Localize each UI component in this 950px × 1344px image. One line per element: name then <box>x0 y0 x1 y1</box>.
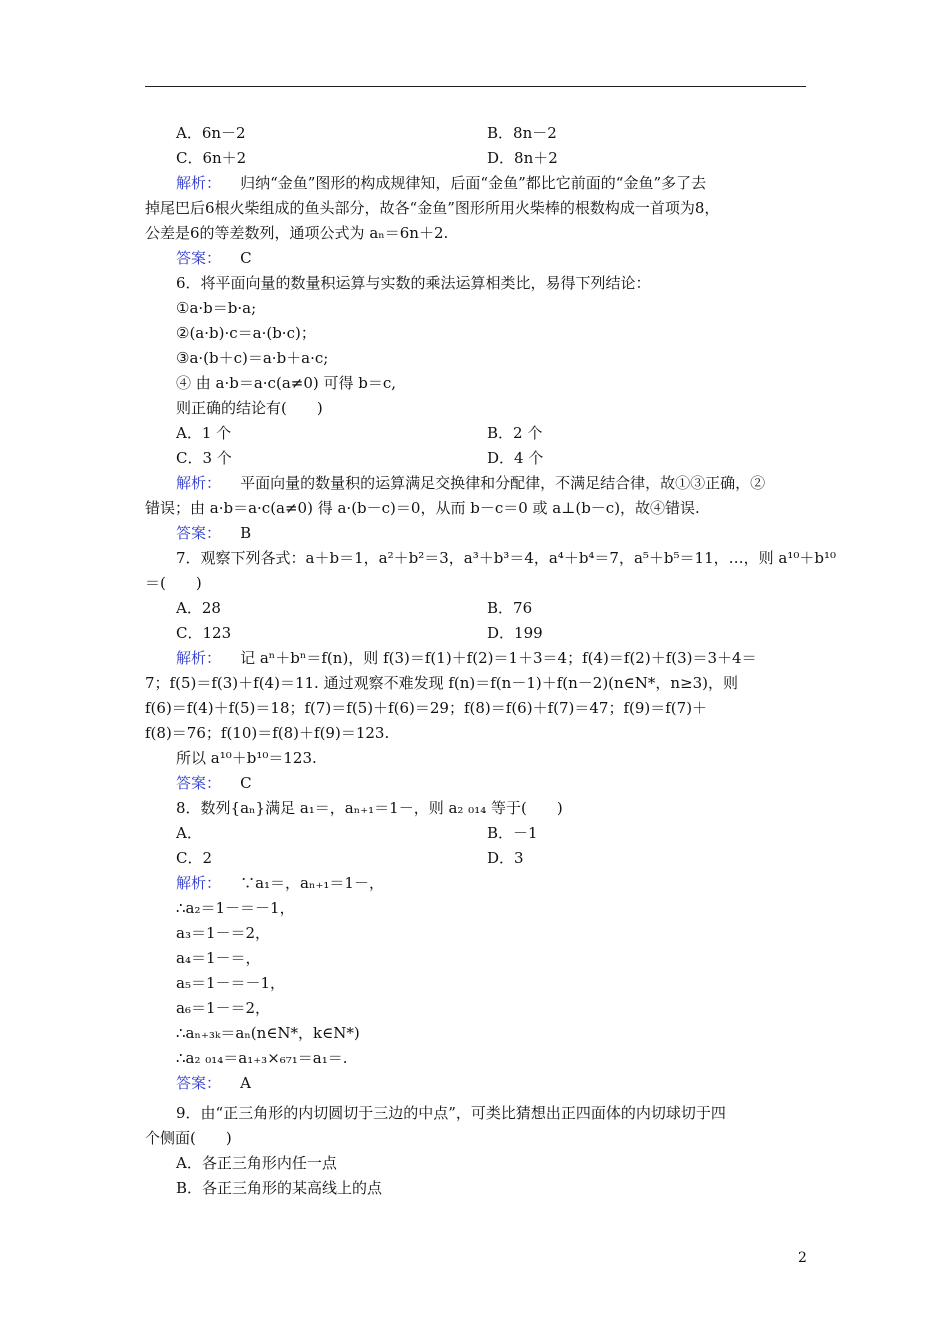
q5-option-a: A．6n－2 <box>176 124 246 142</box>
q8-explanation-line-1 <box>176 873 384 893</box>
q7-option-d: D．199 <box>487 624 543 642</box>
header-rule <box>145 86 806 87</box>
q6-option-d: D．4 个 <box>487 449 544 467</box>
q8-explanation-line-3: a₃＝1－＝2， <box>176 924 271 942</box>
answer-label: 答案： <box>176 774 222 792</box>
q6-explanation-line-2: 错误；由 a·b＝a·c(a≠0) 得 a·(b－c)＝0，从而 b－c＝0 或 a⊥(b－c)，故④错误. <box>145 499 700 517</box>
q8-option-d: D．3 <box>487 849 524 867</box>
q8-explanation-line-6: a₆＝1－＝2， <box>176 999 271 1017</box>
explanation-text: 归纳“金鱼”图形的构成规律知，后面“金鱼”都比它前面的“金鱼”多了去 <box>240 174 707 192</box>
q5-explanation-line-3: 公差是6的等差数列，通项公式为 aₙ＝6n＋2. <box>145 224 449 242</box>
q7-explanation-line-4: f(8)＝76；f(10)＝f(8)＋f(9)＝123. <box>145 724 390 742</box>
q8-answer <box>176 1073 251 1093</box>
q6-question: 则正确的结论有( ) <box>176 399 323 417</box>
answer-value: A <box>240 1074 251 1092</box>
q5-option-d: D．8n＋2 <box>487 149 558 167</box>
q6-item-3: ③a·(b＋c)＝a·b＋a·c; <box>176 349 329 367</box>
q7-option-a: A．28 <box>176 599 221 617</box>
explanation-text: 记 aⁿ＋bⁿ＝f(n)，则 f(3)＝f(1)＋f(2)＝1＋3＝4；f(4)＝f(2)＋f(3)＝3＋4＝ <box>240 649 757 667</box>
q6-answer <box>176 523 251 543</box>
q8-explanation-line-8: ∴a₂ ₀₁₄＝a₁₊₃×₆₇₁＝a₁＝. <box>176 1049 348 1067</box>
q6-item-4: ④ 由 a·b＝a·c(a≠0) 可得 b＝c, <box>176 374 397 392</box>
answer-value: B <box>240 524 252 542</box>
q7-option-b: B．76 <box>487 599 533 617</box>
answer-value: C <box>240 774 252 792</box>
q5-answer <box>176 248 252 268</box>
q5-option-b: B．8n－2 <box>487 124 557 142</box>
q6-stem: 6．将平面向量的数量积运算与实数的乘法运算相类比，易得下列结论： <box>176 274 651 292</box>
q5-explanation-line-2: 掉尾巴后6根火柴组成的鱼头部分，故各“金鱼”图形所用火柴棒的根数构成一首项为8， <box>145 199 720 217</box>
explanation-label: 解析： <box>176 474 222 492</box>
answer-label: 答案： <box>176 249 222 267</box>
q7-stem-line-2: ＝( ) <box>145 574 202 592</box>
explanation-text: 平面向量的数量积的运算满足交换律和分配律，不满足结合律，故①③正确，② <box>240 474 766 492</box>
q6-option-c: C．3 个 <box>176 449 232 467</box>
q8-option-a: A． <box>176 824 202 842</box>
q8-option-c: C．2 <box>176 849 213 867</box>
q8-option-b: B．－1 <box>487 824 538 842</box>
explanation-label: 解析： <box>176 174 222 192</box>
q6-item-2: ②(a·b)·c＝a·(b·c)； <box>176 324 316 342</box>
q8-explanation-line-4: a₄＝1－＝， <box>176 949 261 967</box>
q9-stem-line-1: 9．由“正三角形的内切圆切于三边的中点”，可类比猜想出正四面体的内切球切于四 <box>176 1104 726 1122</box>
answer-value: C <box>240 249 252 267</box>
q5-explanation-line-1 <box>176 173 706 193</box>
q8-explanation-line-7: ∴aₙ₊₃ₖ＝aₙ(n∈N*，k∈N*) <box>176 1024 360 1042</box>
answer-label: 答案： <box>176 524 222 542</box>
q7-answer <box>176 773 252 793</box>
page-number: 2 <box>798 1250 807 1266</box>
q7-explanation-line-3: f(6)＝f(4)＋f(5)＝18；f(7)＝f(5)＋f(6)＝29；f(8)＝f(6)＋f(7)＝47；f(9)＝f(7)＋ <box>145 699 708 717</box>
q6-option-a: A．1 个 <box>176 424 232 442</box>
q9-option-b: B．各正三角形的某高线上的点 <box>176 1179 383 1197</box>
q6-option-b: B．2 个 <box>487 424 543 442</box>
explanation-text: ∵a₁＝，aₙ₊₁＝1－， <box>240 874 384 892</box>
q7-explanation-line-2: 7；f(5)＝f(3)＋f(4)＝11. 通过观察不难发现 f(n)＝f(n－1)＋f(n－2)(n∈N*，n≥3)，则 <box>145 674 739 692</box>
q5-option-c: C．6n＋2 <box>176 149 247 167</box>
q8-explanation-line-2: ∴a₂＝1－＝－1， <box>176 899 295 917</box>
answer-label: 答案： <box>176 1074 222 1092</box>
q7-stem-line-1: 7．观察下列各式：a＋b＝1，a²＋b²＝3，a³＋b³＝4，a⁴＋b⁴＝7，a⁵＋b⁵＝11，…，则 a¹⁰＋b¹⁰ <box>176 549 837 567</box>
q6-item-1: ①a·b＝b·a; <box>176 299 257 317</box>
q7-explanation-line-1 <box>176 648 757 668</box>
q8-stem: 8．数列{aₙ}满足 a₁＝，aₙ₊₁＝1－，则 a₂ ₀₁₄ 等于( ) <box>176 799 563 817</box>
q7-option-c: C．123 <box>176 624 232 642</box>
explanation-label: 解析： <box>176 874 222 892</box>
explanation-label: 解析： <box>176 649 222 667</box>
q9-stem-line-2: 个侧面( ) <box>145 1129 232 1147</box>
q8-explanation-line-5: a₅＝1－＝－1， <box>176 974 286 992</box>
q6-explanation-line-1 <box>176 473 765 493</box>
q7-explanation-line-5: 所以 a¹⁰＋b¹⁰＝123. <box>176 749 317 767</box>
q9-option-a: A．各正三角形内任一点 <box>176 1154 337 1172</box>
